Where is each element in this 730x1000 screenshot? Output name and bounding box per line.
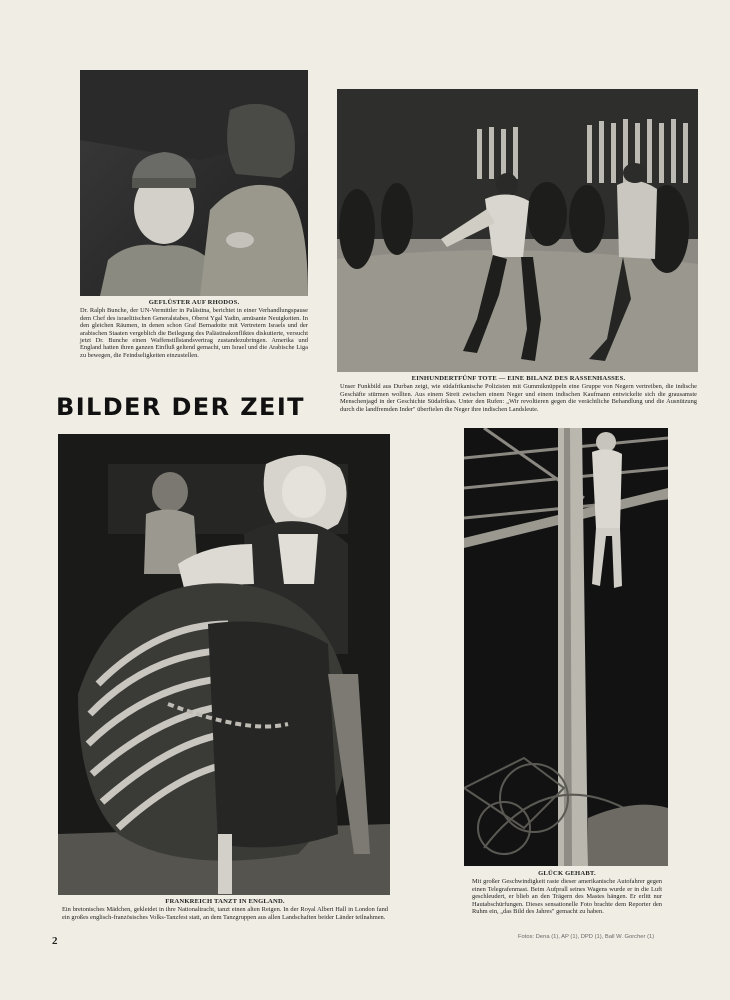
caption-title: EINHUNDERTFÜNF TOTE — EINE BILANZ DES RASSENHASSES.	[411, 375, 626, 382]
caption-dancer	[62, 898, 388, 921]
photo-credits: Fotos: Dena (1), AP (1), DPD (1), Ball W. Gorcher (1)	[518, 934, 655, 940]
caption-title: GLÜCK GEHABT.	[538, 870, 596, 877]
caption-durban	[340, 375, 697, 413]
caption-body: Mit großer Geschwindigkeit raste dieser amerikanische Autofahrer gegen einen Telegrafenmast. Beim Aufprall seines Wagens wurde er in die Luft geschleudert, er blieb an den Trägern des Mastes hängen. Er erlitt nur Hautabschürfungen. Dieses sensationelle Foto brachte dem Reporter den Ruhm ein, „das Bild des Jahres" gemacht zu haben.	[472, 878, 662, 916]
caption-pole	[472, 870, 662, 915]
page-number: 2	[52, 935, 58, 947]
photo-bunche-yadin	[80, 70, 308, 296]
photo-telegraph-pole	[464, 428, 668, 866]
caption-title: FRANKREICH TANZT IN ENGLAND.	[165, 898, 285, 905]
photo-breton-dancer	[58, 434, 390, 895]
caption-title: GEFLÜSTER AUF RHODOS.	[148, 299, 240, 306]
caption-body: Ein bretonisches Mädchen, gekleidet in ihre Nationaltracht, tanzt einen alten Reigen. In der Royal Albert Hall in London fand ein großes englisch-französisches Volks-Tanzfest statt, an dem Tanzgruppen aus allen Landschaften beider Länder teilnahmen.	[62, 906, 388, 921]
page-headline: BILDER DER ZEIT	[56, 393, 305, 421]
caption-rhodos	[80, 299, 308, 359]
photo-durban-riot	[337, 89, 698, 372]
caption-body: Unser Funkbild aus Durban zeigt, wie südafrikanische Polizisten mit Gummiknüppeln eine Gruppe von Negern vertreiben, die indische Geschäfte stürmen wollten. Aus einem Streit zwischen einem Neger und einem indischen Kaufmann entwickelte sich die grausamste Menschenjagd in der Geschichte Südafrikas. Unter den Rufen: „Wir revoltieren gegen die verächtliche Behandlung und die Ausnützung durch die landfremden Inder" überfielen die Neger ihre indischen Landsleute.	[340, 383, 697, 413]
caption-body: Dr. Ralph Bunche, der UN-Vermittler in Palästina, berichtet in einer Verhandlungspause dem Chef des israelitischen Generalstabes, Oberst Ygal Yadin, amüsante Neuigkeiten. In den gleichen Räumen, in denen schon Graf Bernadotte mit Vertretern Israels und der arabischen Staaten vergeblich die Beilegung des Palästinakonfliktes diskutierte, versucht jetzt Dr. Bunche einen Waffenstillstandsvertrag zustandezubringen. Amerika und England hatten ihren ganzen Einfluß geltend gemacht, um Israel und die Arabische Liga zu bewegen, die Feindseligkeiten einzustellen.	[80, 307, 308, 359]
